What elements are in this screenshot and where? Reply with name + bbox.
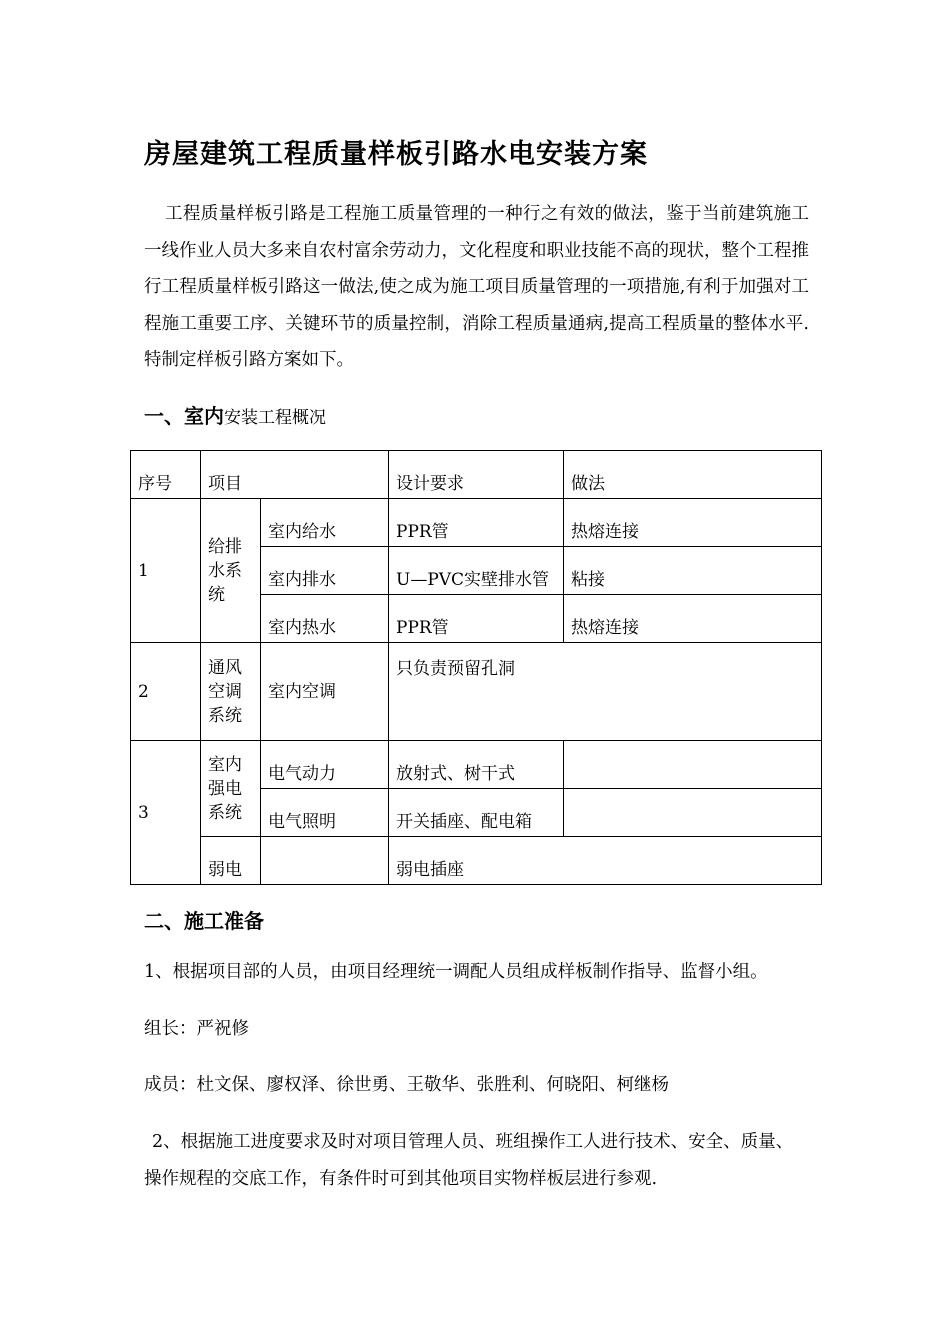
row-design: PPR管	[389, 595, 564, 643]
table-header-row	[131, 451, 822, 499]
section-2-heading: 二、施工准备	[144, 909, 264, 933]
group-3-no: 3	[131, 741, 201, 885]
row-sub: 室内给水	[261, 499, 389, 547]
row-method	[564, 741, 822, 789]
row-sub: 室内热水	[261, 595, 389, 643]
header-item: 项目	[201, 451, 389, 499]
prep-item-1: 1、根据项目部的人员，由项目经理统一调配人员组成样板制作指导、监督小组。	[144, 962, 768, 982]
row-design: PPR管	[389, 499, 564, 547]
prep-leader: 组长：严祝修	[144, 1019, 249, 1039]
prep-members: 成员：杜文保、廖权泽、徐世勇、王敬华、张胜利、何晓阳、柯继杨	[144, 1075, 669, 1095]
table-row	[131, 741, 822, 789]
prep-item-2	[144, 1124, 809, 1198]
row-design: 开关插座、配电箱	[389, 789, 564, 837]
group-2-system: 通风空调系统	[201, 643, 261, 741]
section-1-heading	[144, 400, 326, 429]
section-1-heading-light: 安装工程概况	[224, 408, 326, 428]
row-method: 热熔连接	[564, 499, 822, 547]
row-method	[564, 789, 822, 837]
group-1-system: 给排水系统	[201, 499, 261, 643]
row-design: 放射式、树干式	[389, 741, 564, 789]
table-row	[131, 643, 822, 741]
weak-sub	[261, 837, 389, 885]
group-1-no: 1	[131, 499, 201, 643]
group-2-sub: 室内空调	[261, 643, 389, 741]
header-no: 序号	[131, 451, 201, 499]
table-row	[131, 499, 822, 547]
row-design: U—PVC实壁排水管	[389, 547, 564, 595]
document-title: 房屋建筑工程质量样板引路水电安装方案	[144, 139, 648, 170]
header-design: 设计要求	[389, 451, 564, 499]
group-3-system: 室内强电系统	[201, 741, 261, 837]
weak-system: 弱电	[201, 837, 261, 885]
weak-design: 弱电插座	[389, 837, 822, 885]
section-1-heading-bold: 一、室内	[144, 404, 224, 428]
header-method: 做法	[564, 451, 822, 499]
prep-item-2-text: 2、根据施工进度要求及时对项目管理人员、班组操作工人进行技术、安全、质量、操作规程的交底工作，有条件时可到其他项目实物样板层进行参观.	[144, 1132, 794, 1189]
row-sub: 电气照明	[261, 789, 389, 837]
installation-table	[130, 450, 822, 885]
intro-paragraph: 工程质量样板引路是工程施工质量管理的一种行之有效的做法，鉴于当前建筑施工一线作业人员大多来自农村富余劳动力，文化程度和职业技能不高的现状，整个工程推行工程质量样板引路这一做法,使之成为施工项目质量管理的一项措施,有利于加强对工程施工重要工序、关键环节的质量控制，消除工程质量通病,提高工程质量的整体水平.特制定样板引路方案如下。	[144, 204, 809, 370]
row-sub: 电气动力	[261, 741, 389, 789]
group-2-design: 只负责预留孔洞	[389, 643, 822, 741]
group-2-no: 2	[131, 643, 201, 741]
row-method: 热熔连接	[564, 595, 822, 643]
row-sub: 室内排水	[261, 547, 389, 595]
table-row	[131, 837, 822, 885]
row-method: 粘接	[564, 547, 822, 595]
